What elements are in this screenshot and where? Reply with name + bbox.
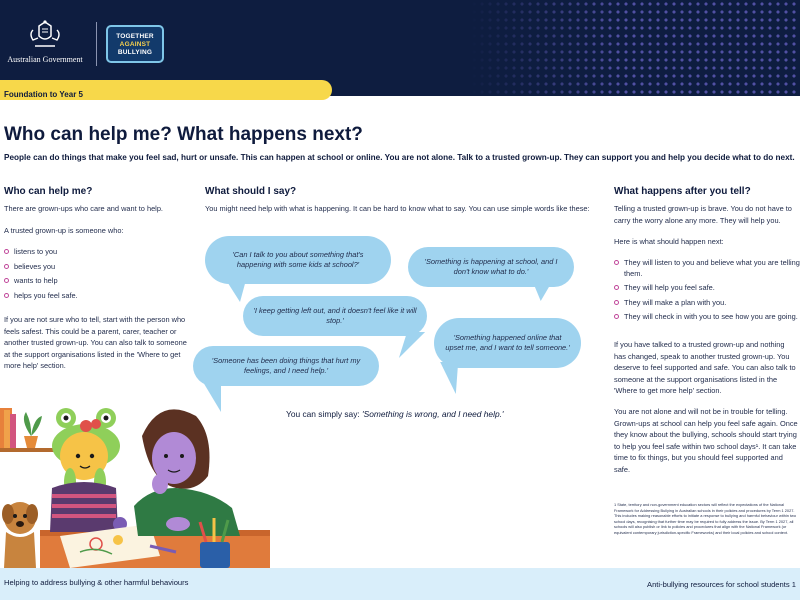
list-item: They will make a plan with you.	[614, 297, 800, 312]
page-footer	[0, 568, 800, 600]
year-level-band	[0, 80, 332, 100]
header-divider	[96, 22, 97, 66]
together-against-bullying-logo	[106, 25, 164, 63]
government-logo	[4, 20, 86, 64]
list-item: listens to you	[4, 246, 194, 261]
bullet-icon	[4, 293, 9, 298]
bullet-icon	[614, 285, 619, 290]
children-drawing-illustration	[0, 396, 270, 568]
bullet-icon	[614, 260, 619, 265]
speech-bubble-5: 'Someone has been doing things that hurt my feelings, and I need help.'	[193, 346, 379, 386]
col1-bullet-list	[4, 246, 194, 304]
intro-text: People can do things that make you feel sad, hurt or unsafe. This can happen at school or online. You are not alone. Talk to a trusted grown-up. They can support you and help you decide what to do next.	[4, 153, 795, 162]
bullet-icon	[4, 249, 9, 254]
col3-heading: What happens after you tell?	[614, 186, 751, 197]
coat-of-arms-icon	[25, 20, 65, 52]
col3-para-4: You are not alone and will not be in trouble for telling. Grown-ups at school can help you feel safe again. Once they know about the bullying, schools should start trying to help you feel safe within two school days¹. It can take time to fix things, but you should feel supported and safe.	[614, 407, 798, 474]
bullet-icon	[4, 264, 9, 269]
bullet-icon	[614, 300, 619, 305]
logo-line-1: TOGETHER	[116, 33, 154, 40]
simple-phrase: You can simply say: 'Something is wrong, and I need help.'	[286, 409, 504, 419]
dot-pattern-decoration	[470, 0, 800, 96]
simple-phrase-quote: 'Something is wrong, and I need help.'	[362, 409, 504, 419]
col1-para-3: If you are not sure who to tell, start with the person who feels safest. This could be a parent, carer, teacher or another trusted grown-up. You can also talk to someone at the support organisations listed in the 'Where to get more help' section.	[4, 315, 187, 370]
col2-heading: What should I say?	[205, 186, 297, 197]
footer-left-text: Helping to address bullying & other harmful behaviours	[4, 578, 189, 587]
government-name: Australian Government	[7, 55, 83, 64]
list-item: helps you feel safe.	[4, 290, 194, 305]
bullet-icon	[4, 278, 9, 283]
col3-bullet-list	[614, 257, 800, 326]
col1-para-1: There are grown-ups who care and want to help.	[4, 204, 163, 213]
speech-bubble-1: 'Can I talk to you about something that's happening with some kids at school?'	[205, 236, 391, 284]
list-item: believes you	[4, 261, 194, 276]
speech-bubble-4: 'Something happened online that upset me, and I want to tell someone.'	[434, 318, 581, 368]
col3-para-2: Here is what should happen next:	[614, 237, 724, 246]
list-item: wants to help	[4, 275, 194, 290]
list-item: They will help you feel safe.	[614, 282, 800, 297]
footnote: 1 State, territory and non-government education sectors will reflect the expectations of the National Framework for Addressing Bullying in Australian schools in their policies and procedures by Term 1 2027. This includes making reasonable efforts to initiate a response to bullying and harmful behaviour within two school days, recognising that further time may be required to fully address the issue. By Term 1 2027, all schools will also publish or link to policies and procedures that align with the National Framework (or equivalent contemporary jurisdiction-specific Frameworks) and their local policies and school context.	[614, 502, 797, 535]
logo-line-3: BULLYING	[117, 49, 153, 56]
col1-para-2: A trusted grown-up is someone who:	[4, 226, 124, 235]
speech-bubble-3: 'I keep getting left out, and it doesn't feel like it will stop.'	[243, 296, 427, 336]
list-item: They will listen to you and believe what you are telling them.	[614, 257, 800, 282]
bullet-icon	[614, 314, 619, 319]
speech-bubble-2: 'Something is happening at school, and I don't know what to do.'	[408, 247, 574, 287]
footer-right-text: Anti-bullying resources for school students 1	[647, 580, 796, 589]
col3-para-1: Telling a trusted grown-up is brave. You do not have to carry the worry alone any more. They will help you.	[614, 204, 792, 225]
logo-line-2: AGAINST	[119, 41, 151, 48]
col1-heading: Who can help me?	[4, 186, 93, 197]
col3-para-3: If you have talked to a trusted grown-up and nothing has changed, speak to another trusted grown-up. You deserve to feel supported and safe. You can also talk to someone at the support organisations listed in the 'Where to get more help' section.	[614, 340, 796, 395]
col2-para-1: You might need help with what is happening. It can be hard to know what to say. You can use simple words like these:	[205, 204, 590, 213]
page-title: Who can help me? What happens next?	[4, 124, 363, 145]
list-item: They will check in with you to see how you are going.	[614, 311, 800, 326]
year-level-label: Foundation to Year 5	[4, 90, 83, 99]
